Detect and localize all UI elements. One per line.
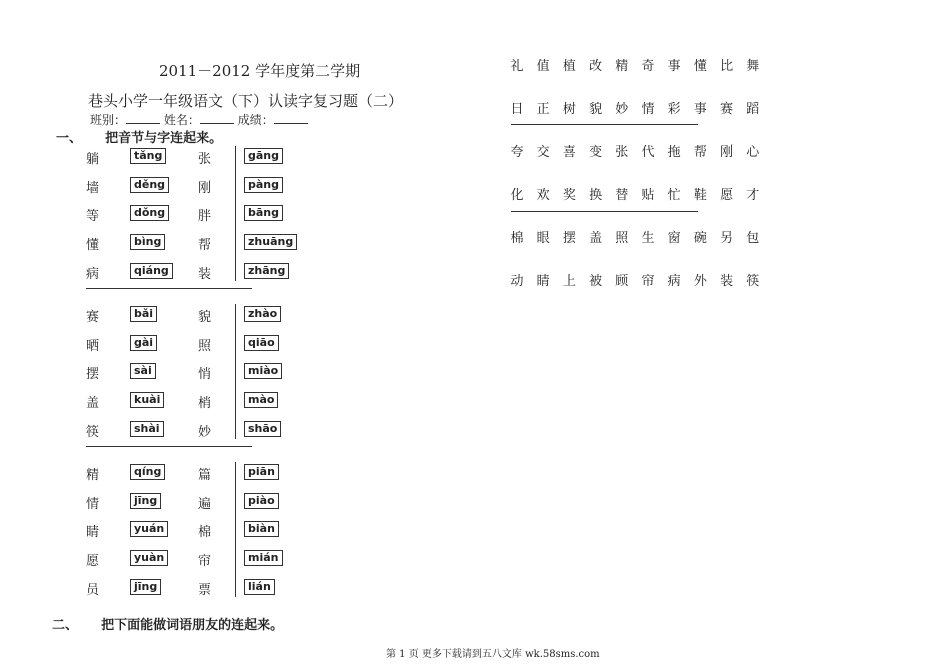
left-pinyin: yuán: [130, 521, 168, 537]
right-pinyin: piào: [244, 493, 279, 509]
right-char: 帮: [198, 238, 212, 254]
left-pinyin: qíng: [130, 464, 165, 480]
left-pinyin: gài: [130, 335, 157, 351]
right-char: 胖: [198, 209, 212, 225]
right-pinyin: qiāo: [244, 335, 279, 351]
left-char: 病: [86, 266, 100, 282]
grid-char: 贴: [641, 188, 655, 203]
class-blank: [126, 113, 160, 124]
grid-char: 奇: [641, 59, 655, 74]
grid-char: 碗: [693, 231, 707, 246]
right-pinyin: zhāng: [244, 263, 289, 279]
grid-separator: [511, 211, 698, 212]
right-char: 悄: [198, 367, 212, 383]
grid-char: 妙: [615, 102, 629, 117]
left-char: 睛: [86, 525, 100, 541]
grid-char: 盖: [589, 231, 603, 246]
section1-heading: [56, 127, 222, 146]
grid-char: 彩: [667, 102, 681, 117]
grid-char: 变: [589, 145, 603, 160]
grid-char: 植: [562, 59, 576, 74]
right-pinyin: mào: [244, 392, 278, 408]
left-char: 墙: [86, 180, 100, 196]
grid-char: 礼: [510, 59, 524, 74]
score-label: 成绩：: [237, 113, 274, 127]
student-info: [90, 111, 308, 128]
group-divider-vertical: [235, 146, 236, 281]
grid-char: 动: [510, 274, 524, 289]
grid-char: 愿: [720, 188, 734, 203]
grid-char: 换: [589, 188, 603, 203]
grid-char: 事: [667, 59, 681, 74]
grid-char: 照: [615, 231, 629, 246]
grid-char: 病: [667, 274, 681, 289]
score-blank: [274, 113, 308, 124]
left-pinyin: jīng: [130, 493, 161, 509]
right-pinyin: shāo: [244, 421, 281, 437]
grid-char: 筷: [746, 274, 760, 289]
grid-char: 装: [720, 274, 734, 289]
right-pinyin: gāng: [244, 148, 283, 164]
grid-char: 舞: [746, 59, 760, 74]
grid-char: 情: [641, 102, 655, 117]
group-divider-vertical: [235, 462, 236, 597]
grid-char: 化: [510, 188, 524, 203]
right-pinyin: zhào: [244, 306, 281, 322]
grid-char: 欢: [536, 188, 550, 203]
right-char: 装: [198, 266, 212, 282]
section1-number: 一、: [56, 131, 83, 146]
left-char: 晒: [86, 338, 100, 354]
right-char: 篇: [198, 468, 212, 483]
section2-heading: [52, 614, 283, 633]
grid-char: 事: [693, 102, 707, 117]
left-pinyin: jīng: [130, 579, 161, 595]
left-char: 愿: [86, 554, 100, 570]
left-char: 盖: [86, 396, 100, 412]
left-pinyin: dǒng: [130, 205, 169, 221]
grid-char: 窗: [667, 231, 681, 246]
grid-char: 帘: [641, 274, 655, 289]
page-footer: 第 1 页 更多下载请到五八文库 wk.58sms.com: [386, 649, 600, 660]
right-pinyin: zhuāng: [244, 234, 297, 250]
right-char: 棉: [198, 525, 212, 541]
grid-char: 正: [536, 102, 550, 117]
grid-char: 帮: [693, 145, 707, 160]
grid-char: 张: [615, 145, 629, 160]
group-separator: [86, 446, 252, 447]
grid-char: 赛: [720, 102, 734, 117]
grid-char: 拖: [667, 145, 681, 160]
grid-char: 值: [536, 59, 550, 74]
grid-char: 顾: [615, 274, 629, 289]
page-title: 2011－2012 学年度第二学期: [159, 62, 361, 80]
grid-char: 另: [720, 231, 734, 246]
left-pinyin: bìng: [130, 234, 165, 250]
grid-char: 摆: [562, 231, 576, 246]
grid-char: 才: [746, 188, 760, 203]
grid-char: 夸: [510, 145, 524, 160]
left-pinyin: shài: [130, 421, 164, 437]
grid-char: 忙: [667, 188, 681, 203]
grid-char: 眼: [536, 231, 550, 246]
left-char: 等: [86, 209, 100, 225]
grid-char: 刚: [720, 145, 734, 160]
page-subtitle: 巷头小学一年级语文（下）认读字复习题（二）: [88, 92, 404, 110]
right-char: 帘: [198, 554, 212, 570]
left-pinyin: sài: [130, 363, 156, 379]
left-char: 摆: [86, 367, 100, 383]
right-char: 票: [198, 582, 212, 598]
class-label: 班别：: [90, 113, 127, 127]
left-char: 精: [86, 468, 100, 483]
grid-char: 替: [615, 188, 629, 203]
grid-char: 比: [720, 59, 734, 74]
grid-char: 交: [536, 145, 550, 160]
grid-char: 精: [615, 59, 629, 74]
left-pinyin: kuài: [130, 392, 164, 408]
grid-char: 貌: [589, 102, 603, 117]
left-pinyin: tǎng: [130, 148, 166, 164]
grid-char: 喜: [562, 145, 576, 160]
right-pinyin: mián: [244, 550, 283, 566]
grid-char: 鞋: [693, 188, 707, 203]
right-char: 遍: [198, 496, 212, 512]
grid-char: 奖: [562, 188, 576, 203]
left-char: 筷: [86, 424, 100, 440]
grid-char: 日: [510, 102, 524, 117]
name-label: 姓名：: [163, 113, 200, 127]
grid-char: 外: [693, 274, 707, 289]
group-separator: [86, 288, 252, 289]
grid-char: 改: [589, 59, 603, 74]
grid-char: 代: [641, 145, 655, 160]
left-char: 员: [86, 582, 100, 598]
grid-separator: [511, 124, 698, 125]
right-pinyin: pàng: [244, 177, 283, 193]
grid-char: 心: [746, 145, 760, 160]
section1-title: 把音节与字连起来。: [105, 131, 223, 146]
grid-char: 包: [746, 231, 760, 246]
name-blank: [200, 113, 234, 124]
right-pinyin: lián: [244, 579, 275, 595]
right-pinyin: piān: [244, 464, 279, 480]
right-pinyin: biàn: [244, 521, 279, 537]
right-char: 貌: [198, 310, 212, 325]
left-pinyin: děng: [130, 177, 169, 193]
grid-char: 棉: [510, 231, 524, 246]
right-pinyin: bāng: [244, 205, 283, 221]
grid-char: 上: [562, 274, 576, 289]
grid-char: 被: [589, 274, 603, 289]
right-char: 照: [198, 338, 212, 354]
grid-char: 树: [562, 102, 576, 117]
left-pinyin: qiáng: [130, 263, 173, 279]
group-divider-vertical: [235, 304, 236, 439]
grid-char: 睛: [536, 274, 550, 289]
right-char: 梢: [198, 396, 212, 412]
right-char: 张: [198, 152, 212, 167]
section2-title: 把下面能做词语朋友的连起来。: [101, 618, 284, 633]
left-char: 赛: [86, 310, 100, 325]
right-char: 刚: [198, 180, 212, 196]
left-pinyin: bǎi: [130, 306, 157, 322]
grid-char: 蹈: [746, 102, 760, 117]
grid-char: 生: [641, 231, 655, 246]
right-char: 妙: [198, 424, 212, 440]
section2-number: 二、: [52, 618, 79, 633]
left-char: 躺: [86, 152, 100, 167]
left-char: 情: [86, 496, 100, 512]
grid-char: 懂: [693, 59, 707, 74]
right-pinyin: miào: [244, 363, 282, 379]
left-char: 懂: [86, 238, 100, 254]
left-pinyin: yuàn: [130, 550, 168, 566]
